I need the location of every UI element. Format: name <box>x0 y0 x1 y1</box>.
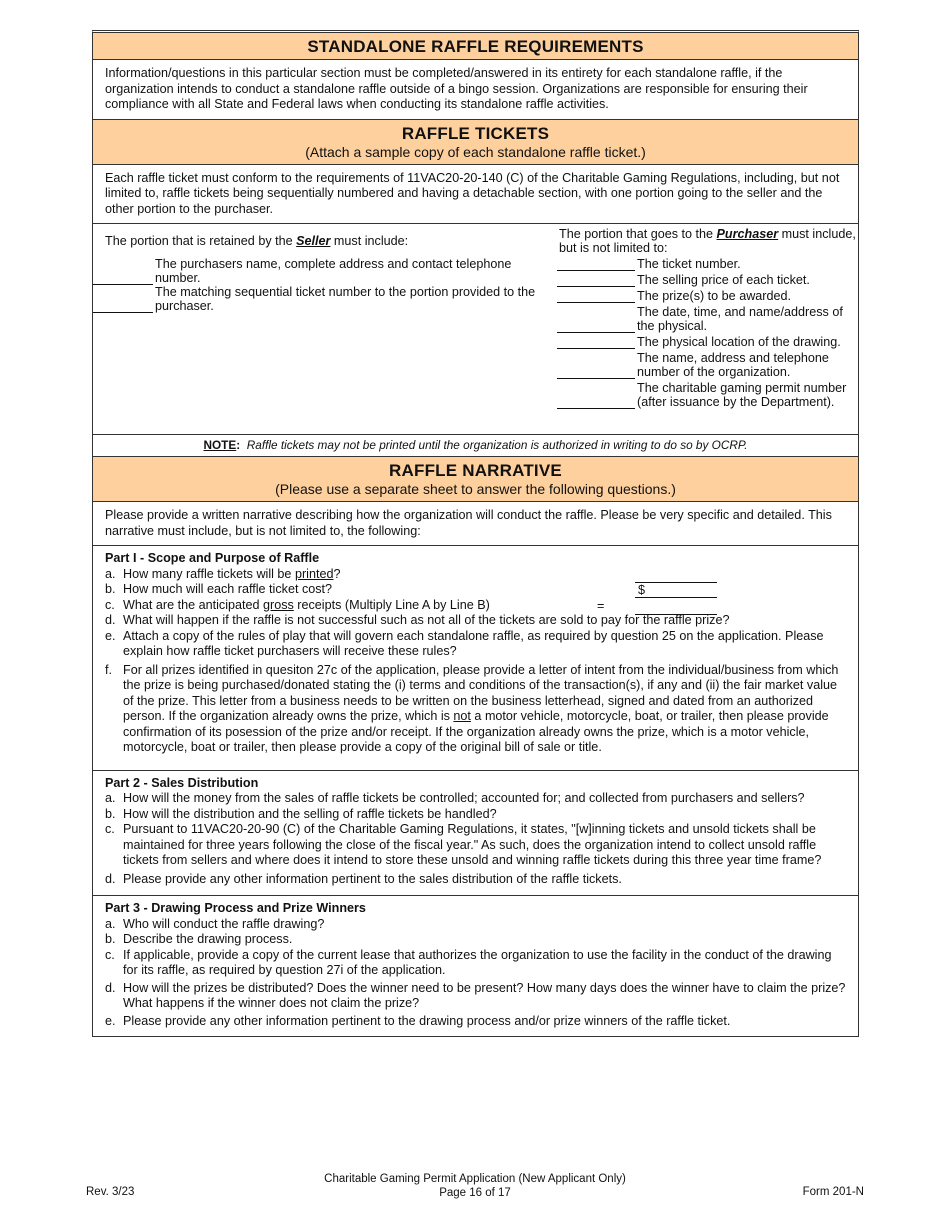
check-line[interactable] <box>557 302 635 303</box>
list-item: c. Pursuant to 11VAC20-20-90 (C) of the Charitable Gaming Regulations, it states, "[w]inning tickets and unsold tickets shall be maintained for three years following the close of the fiscal year." As such, does the organization intend to collect unsold raffle tickets from sellers and where does it intend to store these unsold and winning raffle tickets during this three year time frame? <box>105 822 822 867</box>
purchaser-item: The charitable gaming permit number (after issuance by the Department). <box>557 381 859 409</box>
list-item: d. What will happen if the raffle is not successful such as not all of the tickets are sold to pay for the raffle prize? <box>105 613 730 627</box>
list-item: b. How will the distribution and the selling of raffle tickets be handled? <box>105 806 497 821</box>
part3-drawing <box>93 896 858 1036</box>
check-line[interactable] <box>557 408 635 409</box>
part-title: Part 3 - Drawing Process and Prize Winners <box>105 901 366 915</box>
list-item: c. What are the anticipated gross receipts (Multiply Line A by Line B) <box>105 597 490 612</box>
part-title: Part I - Scope and Purpose of Raffle <box>105 551 320 565</box>
list-item: c. If applicable, provide a copy of the current lease that authorizes the organization to use the facility in the conduct of the drawing for its raffle, as required by question 27i of the application. <box>105 947 832 977</box>
raffle-requirements-form <box>92 30 859 1037</box>
section-header-narrative <box>93 457 858 502</box>
list-item: a. Who will conduct the raffle drawing? <box>105 916 325 931</box>
purchaser-item: The date, time, and name/address of the physical. <box>557 305 859 333</box>
tickets-intro: Each raffle ticket must conform to the requirements of 11VAC20-20-140 (C) of the Charitable Gaming Regulations, including, but not limited to, raffle tickets being sequentially numbered and having a detachable section, with one portion going to the seller and the other portion to the purchaser. <box>93 165 858 225</box>
seller-item: The matching sequential ticket number to the portion provided to the purchaser. <box>93 285 545 313</box>
dollar-sign: $ <box>638 583 646 597</box>
note-text: Raffle tickets may not be printed until the organization is authorized in writing to do so by OCRP. <box>246 438 748 452</box>
check-line[interactable] <box>93 284 153 285</box>
section-title: RAFFLE NARRATIVE <box>389 461 562 480</box>
list-item: e. Attach a copy of the rules of play that will govern each standalone raffle, as required by question 25 on the application. Please explain how raffle ticket purchasers will receive these rules? <box>105 628 824 658</box>
purchaser-word: Purchaser <box>716 227 779 241</box>
section-subtitle: (Please use a separate sheet to answer the following questions.) <box>275 481 676 497</box>
purchaser-intro: The portion that goes to the Purchaser must include, but is not limited to: <box>559 227 856 255</box>
check-line[interactable] <box>557 378 635 379</box>
list-item: a. How many raffle tickets will be printed? <box>105 566 341 581</box>
seller-word: Seller <box>296 234 331 248</box>
purchaser-portion <box>559 227 859 409</box>
part2-sales <box>93 771 858 897</box>
tickets-printed-field[interactable] <box>635 567 717 583</box>
seller-item: The purchasers name, complete address and contact telephone number. <box>93 257 545 285</box>
note-label: NOTE <box>203 438 237 452</box>
list-item: f. For all prizes identified in quesiton 27c of the application, please provide a letter of intent from the individual/business from which the prize is being purchased/donated stating the (i) terms and conditions of the transaction(s), if any and (ii) the fair market value of the prize. This letter from a business needs to be written on the business letterhead, signed and dated from an authorized person. If the organization already owns the prize, which is not a motor vehicle, motorcycle, boat, or trailer, then please provide confirmation of its posession of the prize and/or receipt. If the organization already owns the prize, which is a motor vehicle, motorcycle, boat or trailer, then please provide a copy of the original bill of sale or title. <box>105 662 839 754</box>
list-item: b. How much will each raffle ticket cost? <box>105 582 333 596</box>
seller-intro: The portion that is retained by the Seller must include: <box>105 234 409 248</box>
list-item: a. How will the money from the sales of raffle tickets be controlled; accounted for; and collected from purchasers and sellers? <box>105 791 805 805</box>
section-header-standalone <box>93 33 858 60</box>
section-title: STANDALONE RAFFLE REQUIREMENTS <box>307 37 644 56</box>
list-item: b. Describe the drawing process. <box>105 932 293 946</box>
purchaser-item: The physical location of the drawing. <box>557 335 859 349</box>
ticket-portions <box>93 224 858 435</box>
check-line[interactable] <box>557 348 635 349</box>
part-title: Part 2 - Sales Distribution <box>105 775 259 790</box>
check-line[interactable] <box>557 286 635 287</box>
section-subtitle: (Attach a sample copy of each standalone raffle ticket.) <box>305 143 646 160</box>
section-title: RAFFLE TICKETS <box>401 123 550 143</box>
purchaser-item: The name, address and telephone number of the organization. <box>557 351 859 379</box>
check-line[interactable] <box>93 312 153 313</box>
part1-scope <box>93 546 858 771</box>
check-line[interactable] <box>557 270 635 271</box>
footer-page-number: Page 16 of 17 <box>439 1187 511 1199</box>
seller-portion <box>105 234 545 313</box>
check-line[interactable] <box>557 332 635 333</box>
gross-receipts-field[interactable] <box>635 599 717 615</box>
list-item: e. Please provide any other information pertinent to the drawing process and/or prize winners of the raffle ticket. <box>105 1013 731 1028</box>
printing-note: NOTE: Raffle tickets may not be printed until the organization is authorized in writing to do so by OCRP. <box>93 435 858 457</box>
standalone-intro: Information/questions in this particular section must be completed/answered in its entirety for each standalone raffle, if the organization intends to conduct a standalone raffle outside of a bingo session. Organizations are responsible for ensuring their compliance with all State and Federal laws when conducting its standalone raffle activities. <box>93 60 858 120</box>
equals-sign: = <box>597 599 605 613</box>
section-header-tickets <box>93 120 858 165</box>
purchaser-item: The selling price of each ticket. <box>557 273 859 287</box>
footer-form-name: Charitable Gaming Permit Application (New Applicant Only) <box>324 1173 626 1185</box>
purchaser-item: The ticket number. <box>557 257 859 271</box>
purchaser-item: The prize(s) to be awarded. <box>557 289 859 303</box>
footer-form-number: Form 201-N <box>802 1186 864 1198</box>
list-item: d. Please provide any other information pertinent to the sales distribution of the raffle tickets. <box>105 871 622 886</box>
footer-revision: Rev. 3/23 <box>86 1186 135 1198</box>
list-item: d. How will the prizes be distributed? Does the winner need to be present? How many days does the winner have to claim the prize? What happens if the winner does not claim the prize? <box>105 980 846 1010</box>
narrative-intro: Please provide a written narrative describing how the organization will conduct the raffle. Please be very specific and detailed. This narrative must include, but is not limited to, the following: <box>93 502 858 546</box>
ticket-cost-field[interactable] <box>635 583 717 598</box>
